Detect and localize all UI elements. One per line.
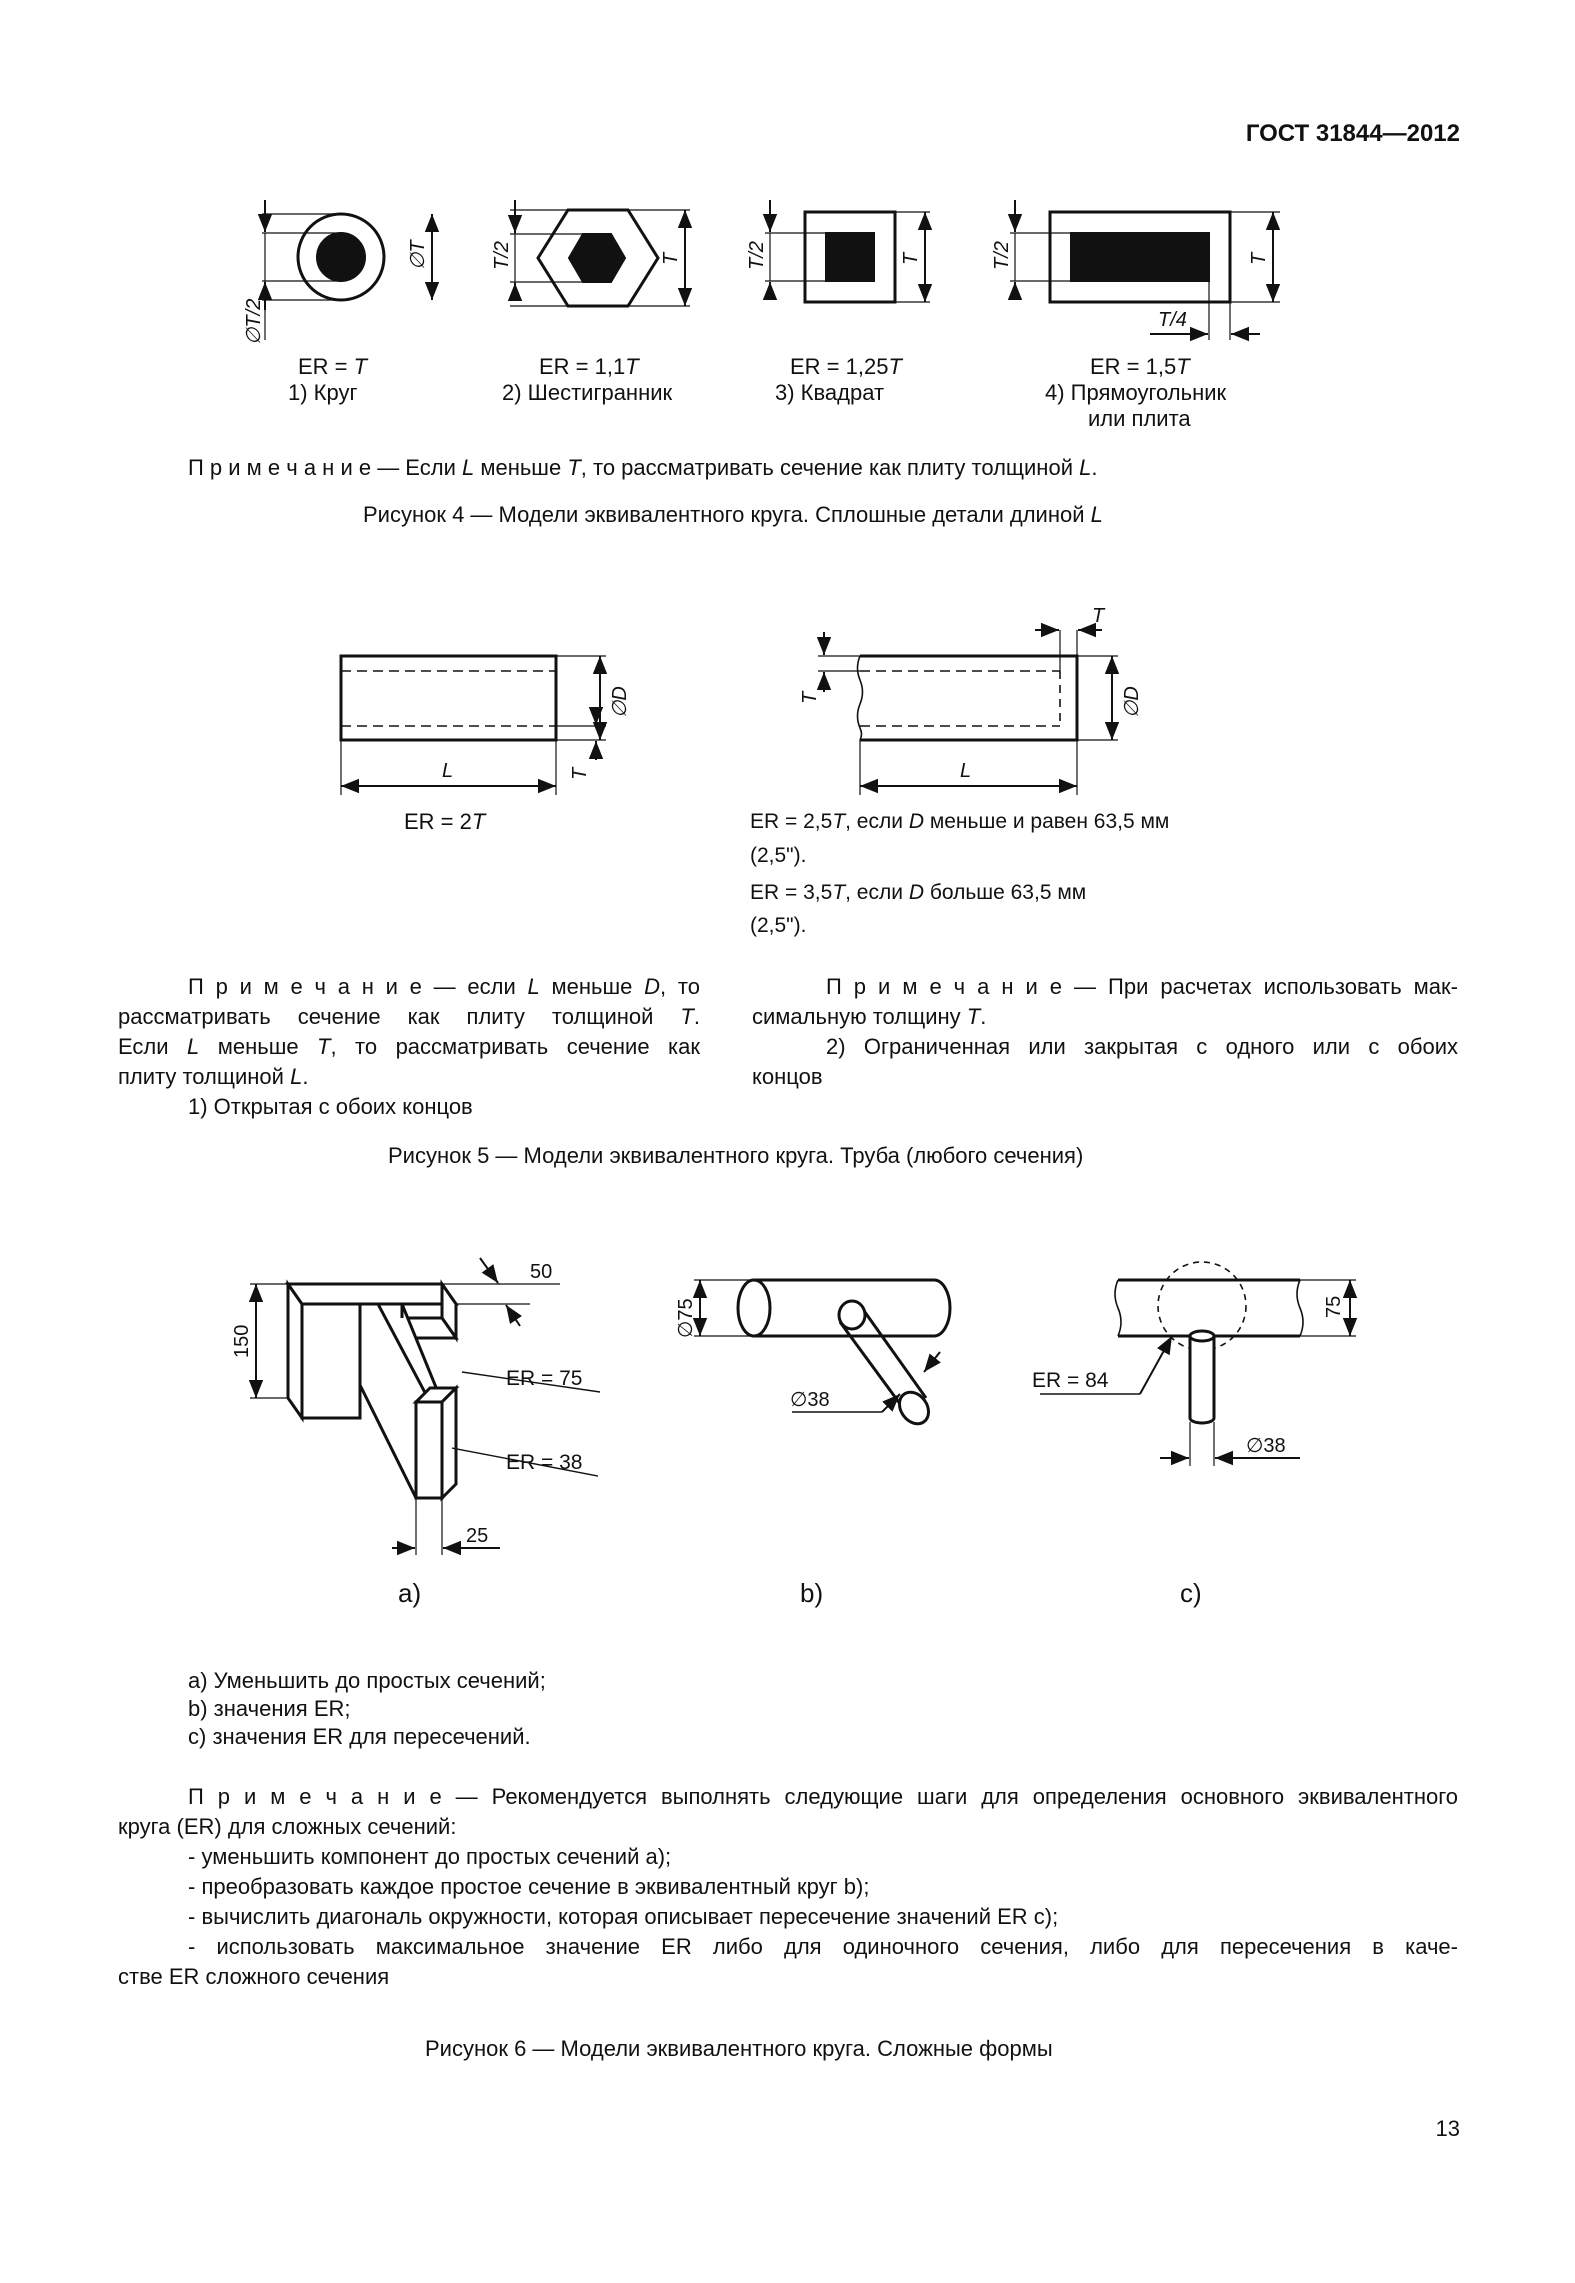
fig4-item-4-label: 4) Прямоугольник [1045,380,1227,405]
fig5-dim-l-left: L [442,760,454,782]
fig4-item-2: ER = 1,1T [539,354,639,379]
fig6-c-intersection [1040,1262,1356,1466]
fig4-item-3: ER = 1,25T [790,354,902,379]
fig4-dim-phi-t: ∅T [407,240,429,270]
fig4-dim-phi-t2: ∅T/2 [243,298,265,345]
fig6-dim-50: 50 [530,1261,553,1283]
fig4-item-1: ER = T [298,354,368,379]
fig4-dim-t-rect: T [1248,252,1270,265]
fig5-dim-t-left: T [569,767,591,780]
fig4-dim-t4: T/4 [1158,309,1187,331]
fig6-legend-b: b) значения ER; [188,1696,351,1721]
fig6-dim-150: 150 [231,1324,253,1358]
fig6-caption: Рисунок 6 — Модели эквивалентного круга. Сложные формы [425,2036,1053,2061]
fig5-dim-phi-d-left: ∅D [609,686,631,718]
fig6-dim-phi75: ∅75 [675,1298,697,1338]
fig5-right-er2-line2: (2,5"). [750,914,807,937]
fig6-a-complex-shape [250,1258,600,1555]
fig4-item-2-label: 2) Шестигранник [502,380,673,405]
fig5-dim-t-right-top: T [1092,605,1105,627]
fig6-legend-c: c) значения ER для пересечений. [188,1724,531,1749]
fig4-item-4: ER = 1,5T [1090,354,1190,379]
fig5-right-note: П р и м е ч а н и е — При расчетах использовать мак- симальную толщину T. 2) Ограниченная или закрытая с одного или с обоих концов [752,974,1458,1089]
fig5-right-er1-line2: (2,5"). [750,844,807,867]
fig4-dim-t2-rect: T/2 [991,241,1013,270]
fig6-label-er38: ER = 38 [506,1451,583,1474]
fig6-sublabel-a: a) [398,1578,422,1608]
fig6-label-er75: ER = 75 [506,1367,583,1390]
fig6-label-er84: ER = 84 [1032,1369,1109,1392]
fig4-item-4-label2: или плита [1088,406,1191,431]
fig4-dim-t2-hex: T/2 [491,241,513,270]
fig4-dim-t-square: T [900,252,922,265]
fig5-right-er2: ER = 3,5T, если D больше 63,5 мм [750,881,1087,904]
page-number: 13 [1435,2116,1460,2141]
fig6-dim-phi38-b: ∅38 [790,1389,830,1411]
fig4-item-3-label: 3) Квадрат [775,380,885,405]
fig6-dim-phi38-c: ∅38 [1246,1435,1286,1457]
fig5-right-er1: ER = 2,5T, если D меньше и равен 63,5 мм [750,810,1170,833]
fig4-item-1-label: 1) Круг [288,380,358,405]
fig5-left-note: П р и м е ч а н и е — если L меньше D, то рассматривать сечение как плиту толщиной T. Если L меньше T, то рассматривать сечение как плиту толщиной L. 1) Открытая с обоих концов [118,974,700,1119]
fig5-caption: Рисунок 5 — Модели эквивалентного круга. Труба (любого сечения) [388,1143,1084,1168]
fig6-legend-a: a) Уменьшить до простых сечений; [188,1668,546,1693]
fig4-dim-t-hex: T [660,252,682,265]
document-header: ГОСТ 31844—2012 [1245,120,1460,147]
fig4-dim-t2-square: T/2 [746,241,768,270]
fig6-sublabel-c: c) [1180,1578,1202,1608]
fig5-dim-phi-d-right: ∅D [1121,686,1143,718]
fig4-caption: Рисунок 4 — Модели эквивалентного круга. Сплошные детали длиной L [363,502,1103,527]
fig5-left-er: ER = 2T [404,809,486,834]
fig5-dim-l-right: L [960,760,972,782]
fig6-note: П р и м е ч а н и е — Рекомендуется выполнять следующие шаги для определения основного эквивалентного круга (ER) для сложных сечений: - уменьшить компонент до простых сечений a); - преобразовать каждое простое сечение в эквивалентный круг b); - вычислить диагональ окружности, которая описывает пересечение значений ER c); - использовать максимальное значение ER либо для одиночного сечения, либо для пересечения в каче- стве ER сложного сечения [118,1784,1458,1989]
fig4-note: П р и м е ч а н и е — Если L меньше T, то рассматривать сечение как плиту толщиной L. [188,455,1098,480]
fig6-dim-25: 25 [466,1525,489,1547]
fig6-sublabel-b: b) [800,1578,824,1608]
fig6-dim-75: 75 [1323,1295,1345,1318]
fig5-dim-t-right-side: T [799,691,821,704]
